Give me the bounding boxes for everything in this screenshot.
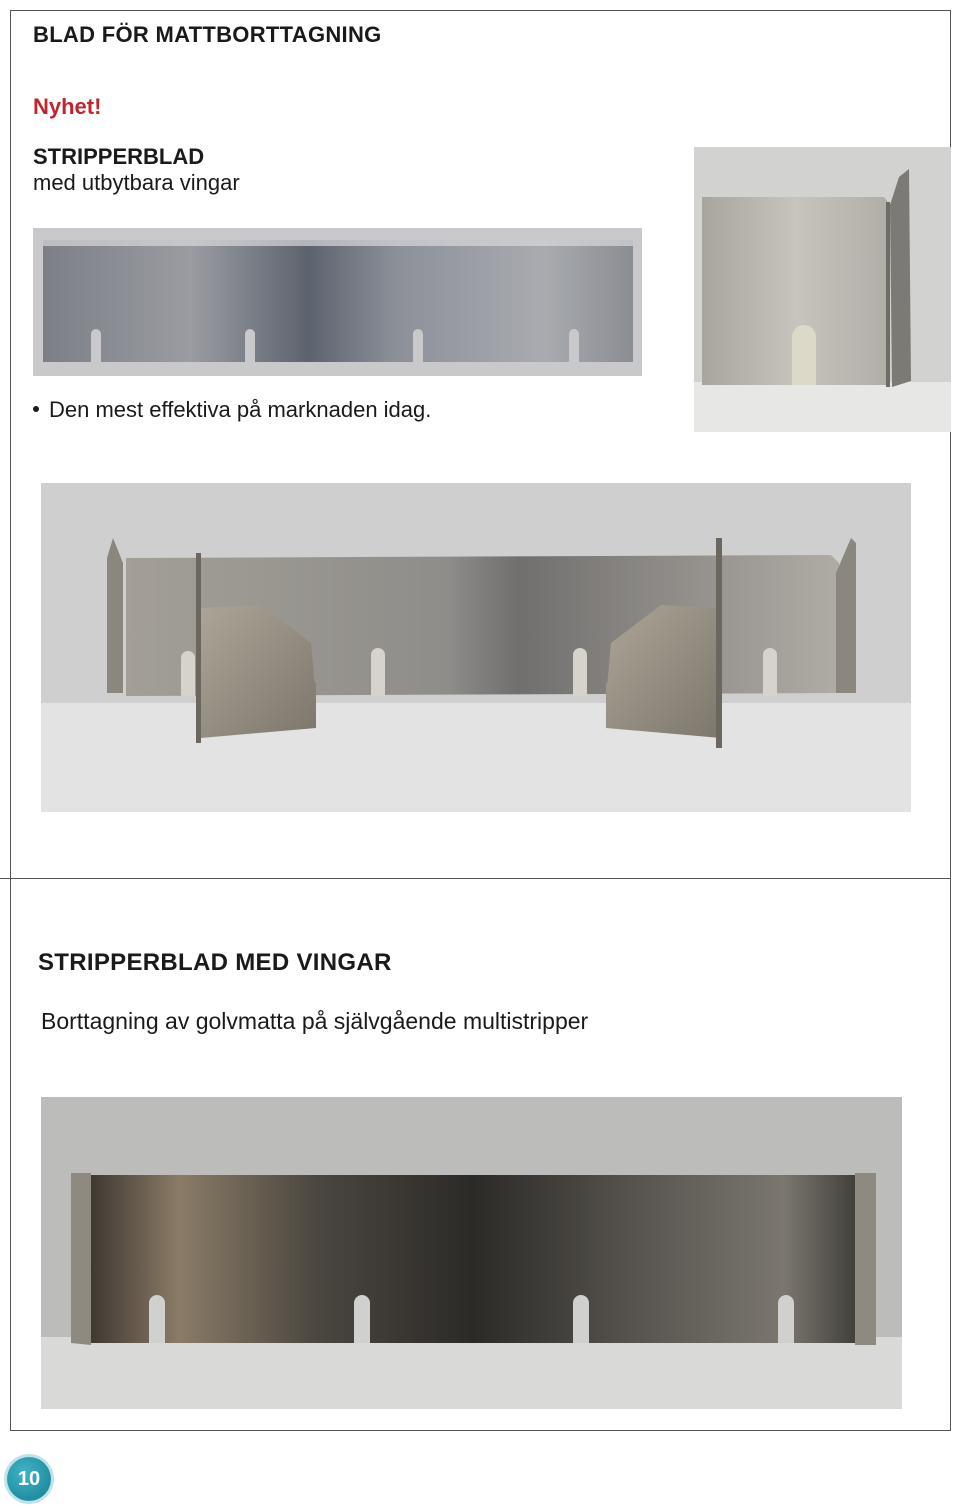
news-badge: Nyhet! (33, 94, 102, 119)
section-title: STRIPPERBLAD MED VINGAR (38, 949, 392, 976)
product-subtitle: med utbytbara vingar (33, 170, 240, 195)
page-number: 10 (17, 1467, 41, 1490)
photo-blade-with-wings (41, 483, 911, 812)
photo-wing-closeup (694, 147, 951, 432)
page-title: BLAD FÖR MATTBORTTAGNING (33, 22, 382, 47)
bullet-text: Den mest effektiva på marknaden idag. (49, 397, 432, 422)
photo-blade-bent-wings (41, 1097, 902, 1409)
photo-flat-blade (33, 228, 642, 376)
divider-tick (0, 878, 10, 879)
section-divider (10, 878, 951, 879)
bullet-list (33, 397, 431, 423)
product-title: STRIPPERBLAD (33, 144, 205, 169)
bullet-dot (33, 406, 39, 412)
section-subtitle: Borttagning av golvmatta på självgående multistripper (41, 1008, 589, 1034)
page-number-badge (7, 1457, 51, 1501)
